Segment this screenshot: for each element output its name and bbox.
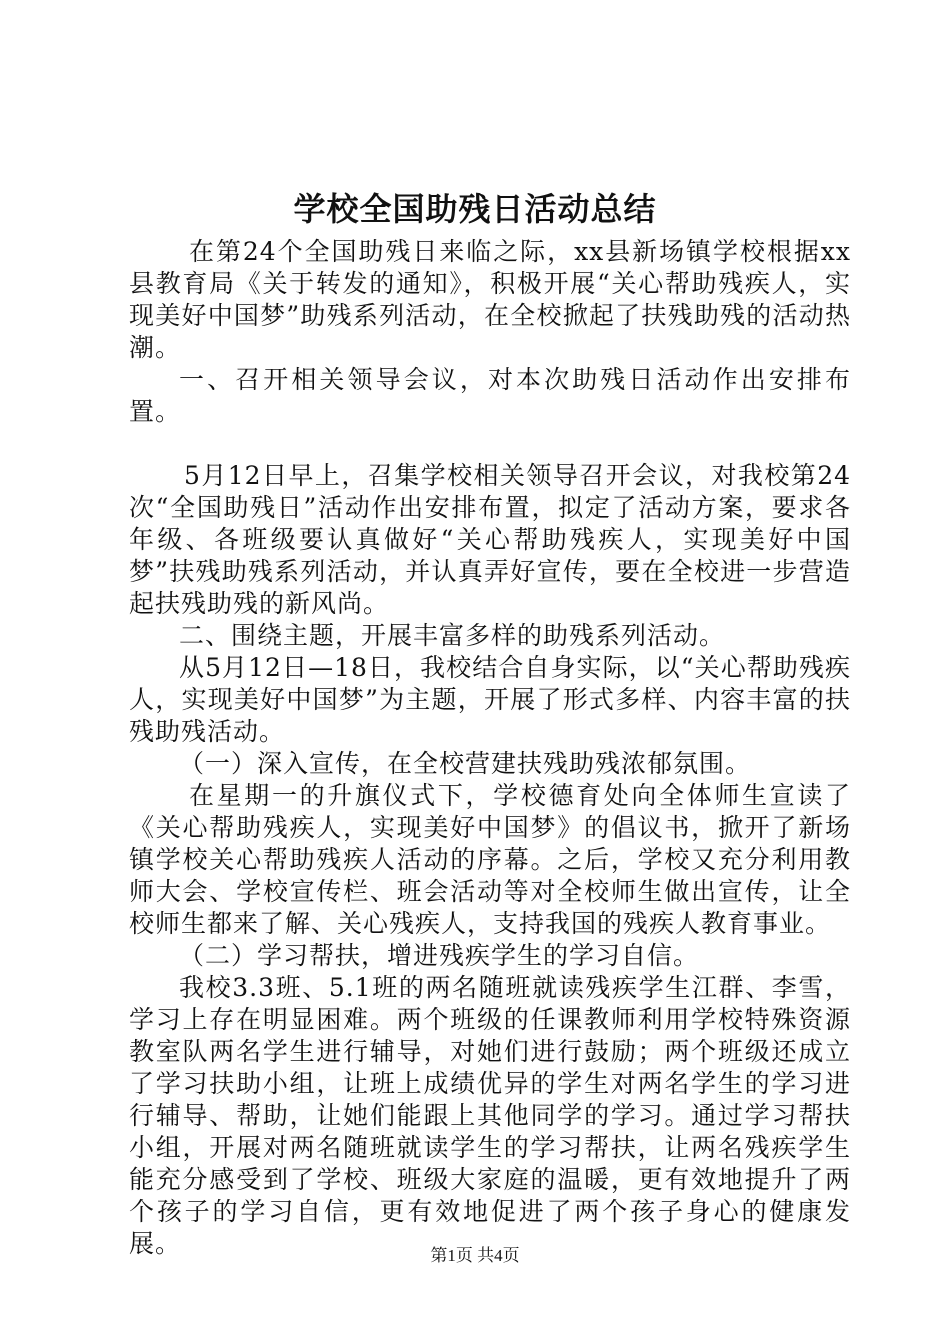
paragraph-activities: 从5月12日—18日，我校结合自身实际，以“关心帮助残疾人，实现美好中国梦”为主题，开展了形式多样、内容丰富的扶残助残活动。 (129, 653, 851, 746)
page-footer: 第1页 共4页 (430, 1246, 520, 1265)
document-body (129, 236, 851, 1260)
paragraph-study-support: 我校3.3班、5.1班的两名随班就读残疾学生江群、李雪，学习上存在明显困难。两个班级的任课教师利用学校特殊资源教室队两名学生进行辅导，对她们进行鼓励；两个班级还成立了学习扶助小组，让班上成绩优异的学生对两名学生的学习进行辅导、帮助，让她们能跟上其他同学的学习。通过学习帮扶小组，开展对两名随班就读学生的学习帮扶，让两名残疾学生能充分感受到了学校、班级大家庭的温暖，更有效地提升了两个孩子的学习自信，更有效地促进了两个孩子身心的健康发展。 (129, 973, 851, 1258)
subsection-heading-2: （二）学习帮扶，增进残疾学生的学习自信。 (179, 941, 700, 970)
paragraph-publicity: 在星期一的升旗仪式下，学校德育处向全体师生宣读了《关心帮助残疾人，实现美好中国梦》的倡议书，掀开了新场镇学校关心帮助残疾人活动的序幕。之后，学校又充分利用教师大会、学校宣传栏、班会活动等对全校师生做出宣传，让全校师生都来了解、关心残疾人，支持我国的残疾人教育事业。 (129, 781, 851, 938)
paragraph-intro: 在第24个全国助残日来临之际，xx县新场镇学校根据xx县教育局《关于转发的通知》，积极开展“关心帮助残疾人，实现美好中国梦”助残系列活动，在全校掀起了扶残助残的活动热潮。 (129, 237, 851, 362)
paragraph-meeting: 5月12日早上，召集学校相关领导召开会议，对我校第24次“全国助残日”活动作出安排布置，拟定了活动方案，要求各年级、各班级要认真做好“关心帮助残疾人，实现美好中国梦”扶残助残系列活动，并认真弄好宣传，要在全校进一步营造起扶残助残的新风尚。 (129, 461, 851, 618)
document-title: 学校全国助残日活动总结 (293, 190, 657, 228)
section-heading-2: 二、围绕主题，开展丰富多样的助残系列活动。 (179, 621, 726, 650)
subsection-heading-1: （一）深入宣传，在全校营建扶残助残浓郁氛围。 (179, 749, 752, 778)
section-heading-1: 一、召开相关领导会议，对本次助残日活动作出安排布置。 (129, 365, 851, 426)
paragraph-spacer (129, 428, 851, 460)
